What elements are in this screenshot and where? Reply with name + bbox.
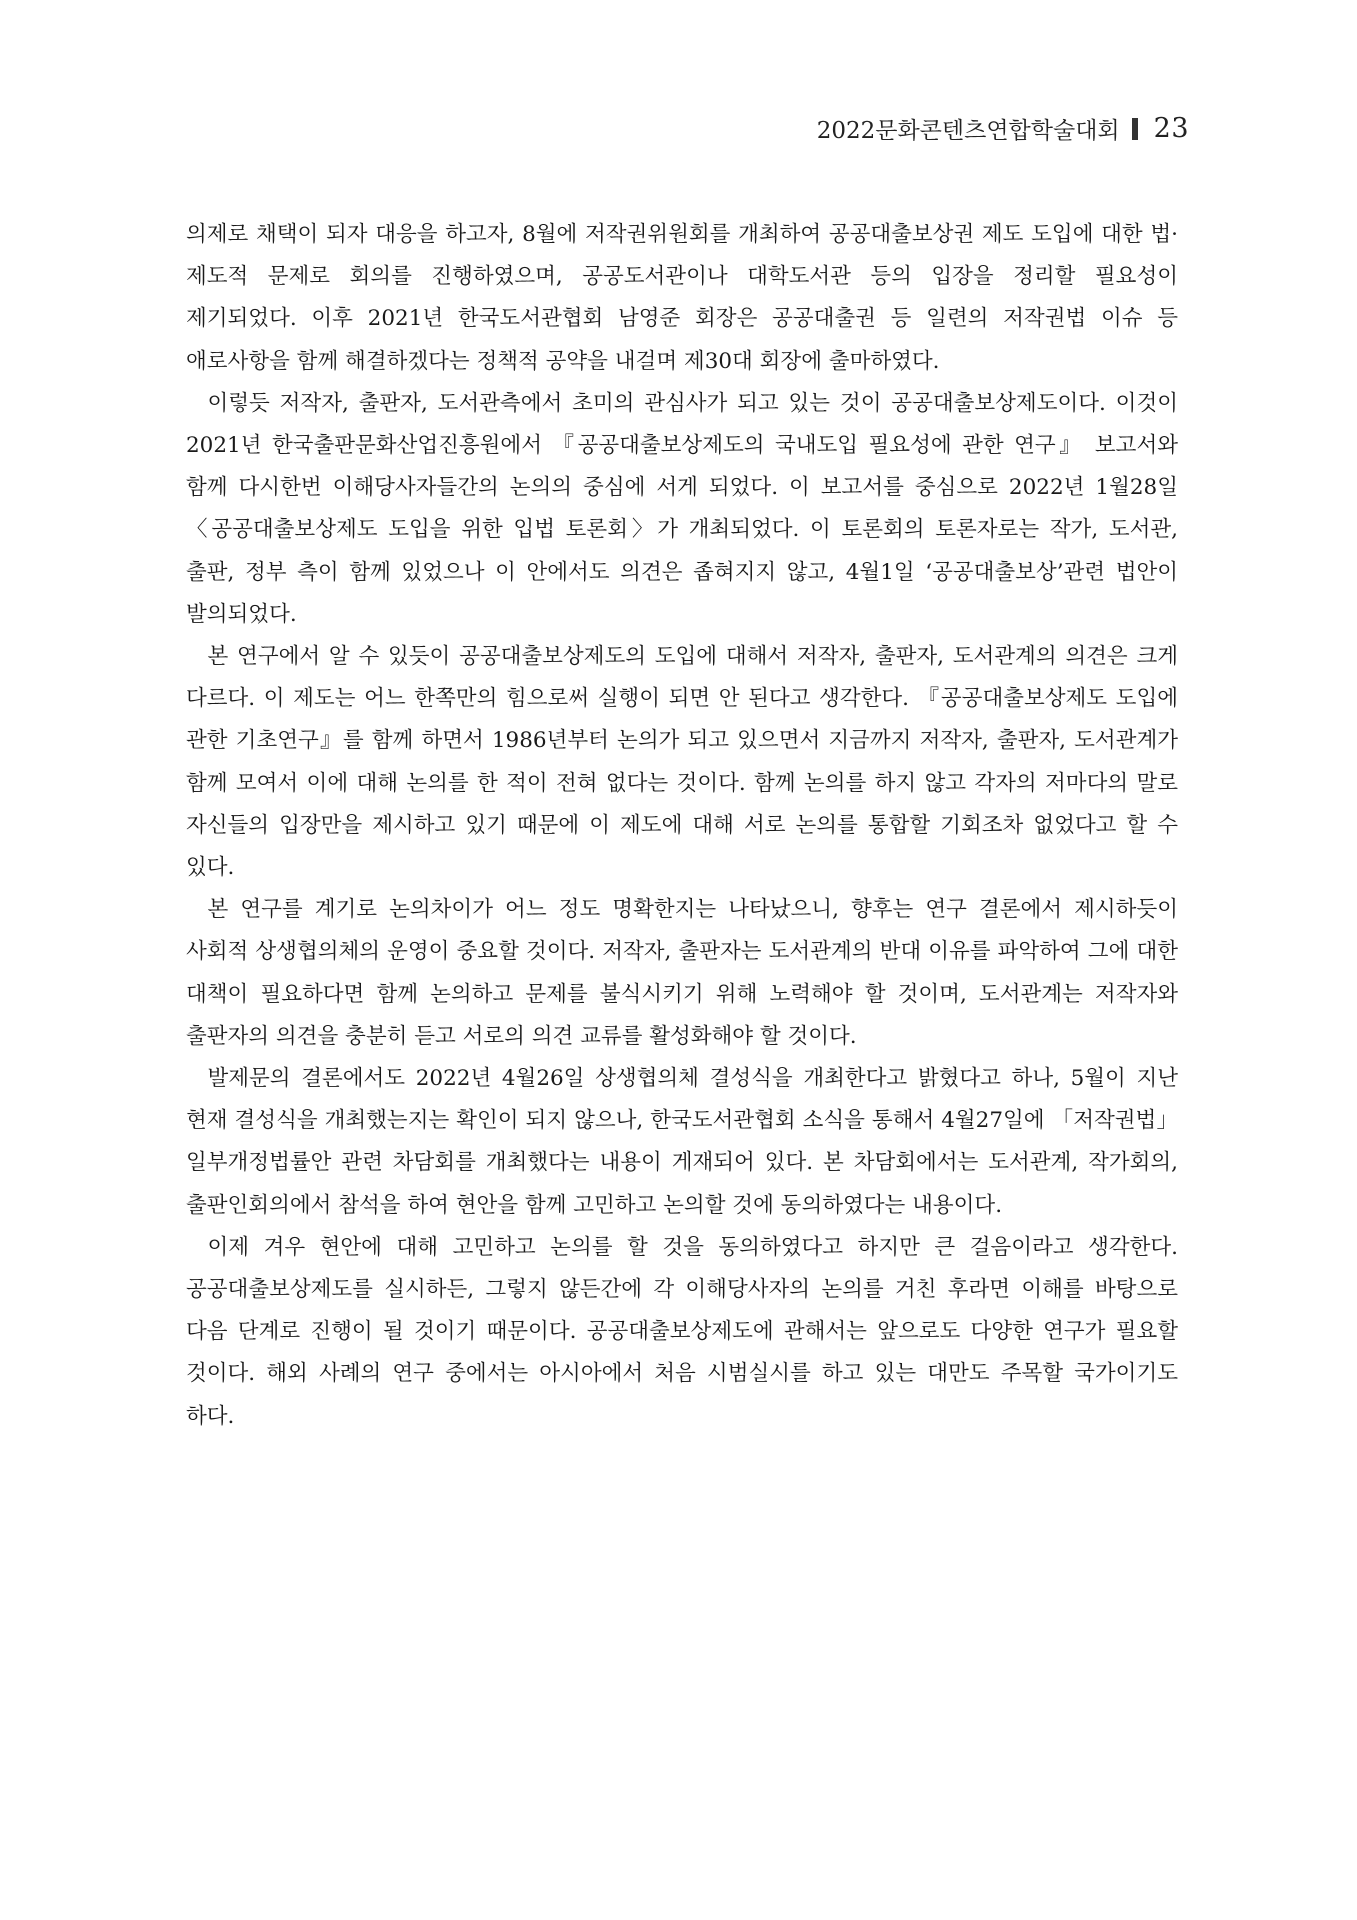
paragraph: 본 연구를 계기로 논의차이가 어느 정도 명확한지는 나타났으니, 향후는 연구 결론에서 제시하듯이 사회적 상생협의체의 운영이 중요할 것이다. 저작자, 출판자는 도서관계의 반대 이유를 파악하여 그에 대한 대책이 필요하다면 함께 논의하고 문제를 불식시키기 위해 노력해야 할 것이며, 도서관계는 저작자와 출판자의 의견을 충분히 듣고 서로의 의견 교류를 활성화해야 할 것이다. bbox=[186, 897, 1178, 1049]
paragraph: 본 연구에서 알 수 있듯이 공공대출보상제도의 도입에 대해서 저작자, 출판자, 도서관계의 의견은 크게 다르다. 이 제도는 어느 한쪽만의 힘으로써 실행이 되면 안 된다고 생각한다. 『공공대출보상제도 도입에 관한 기초연구』를 함께 하면서 1986년부터 논의가 되고 있으면서 지금까지 저작자, 출판자, 도서관계가 함께 모여서 이에 대해 논의를 한 적이 전혀 없다는 것이다. 함께 논의를 하지 않고 각자의 저마다의 말로 자신들의 입장만을 제시하고 있기 때문에 이 제도에 대해 서로 논의를 통합할 기회조차 없었다고 할 수 있다. bbox=[186, 644, 1178, 881]
header-separator-bar bbox=[1132, 118, 1138, 140]
body-text bbox=[186, 214, 1178, 1438]
paragraph: 이제 겨우 현안에 대해 고민하고 논의를 할 것을 동의하였다고 하지만 큰 걸음이라고 생각한다. 공공대출보상제도를 실시하든, 그렇지 않든간에 각 이해당사자의 논의를 거친 후라면 이해를 바탕으로 다음 단계로 진행이 될 것이기 때문이다. 공공대출보상제도에 관해서는 앞으로도 다양한 연구가 필요할 것이다. 해외 사례의 연구 중에서는 아시아에서 처음 시범실시를 하고 있는 대만도 주목할 국가이기도 하다. bbox=[186, 1234, 1178, 1429]
page-number: 23 bbox=[1153, 113, 1189, 144]
conference-title: 2022문화콘텐츠연합학술대회 bbox=[816, 118, 1120, 144]
paragraph: 발제문의 결론에서도 2022년 4월26일 상생협의체 결성식을 개최한다고 밝혔다고 하나, 5월이 지난 현재 결성식을 개최했는지는 확인이 되지 않으나, 한국도서관협회 소식을 통해서 4월27일에 「저작권법」일부개정법률안 관련 차담회를 개최했다는 내용이 게재되어 있다. 본 차담회에서는 도서관계, 작가회의, 출판인회의에서 참석을 하여 현안을 함께 고민하고 논의할 것에 동의하였다는 내용이다. bbox=[186, 1066, 1178, 1218]
paragraph: 이렇듯 저작자, 출판자, 도서관측에서 초미의 관심사가 되고 있는 것이 공공대출보상제도이다. 이것이 2021년 한국출판문화산업진흥원에서 『공공대출보상제도의 국내도입 필요성에 관한 연구』 보고서와 함께 다시한번 이해당사자들간의 논의의 중심에 서게 되었다. 이 보고서를 중심으로 2022년 1월28일 〈공공대출보상제도 도입을 위한 입법 토론회〉가 개최되었다. 이 토론회의 토론자로는 작가, 도서관, 출판, 정부 측이 함께 있었으나 이 안에서도 의견은 좁혀지지 않고, 4월1일 ‘공공대출보상’관련 법안이 발의되었다. bbox=[186, 390, 1178, 627]
running-header bbox=[817, 112, 1189, 145]
paragraph: 의제로 채택이 되자 대응을 하고자, 8월에 저작권위원회를 개최하여 공공대출보상권 제도 도입에 대한 법·제도적 문제로 회의를 진행하였으며, 공공도서관이나 대학도서관 등의 입장을 정리할 필요성이 제기되었다. 이후 2021년 한국도서관협회 남영준 회장은 공공대출권 등 일련의 저작권법 이슈 등 애로사항을 함께 해결하겠다는 정책적 공약을 내걸며 제30대 회장에 출마하였다. bbox=[186, 222, 1178, 374]
